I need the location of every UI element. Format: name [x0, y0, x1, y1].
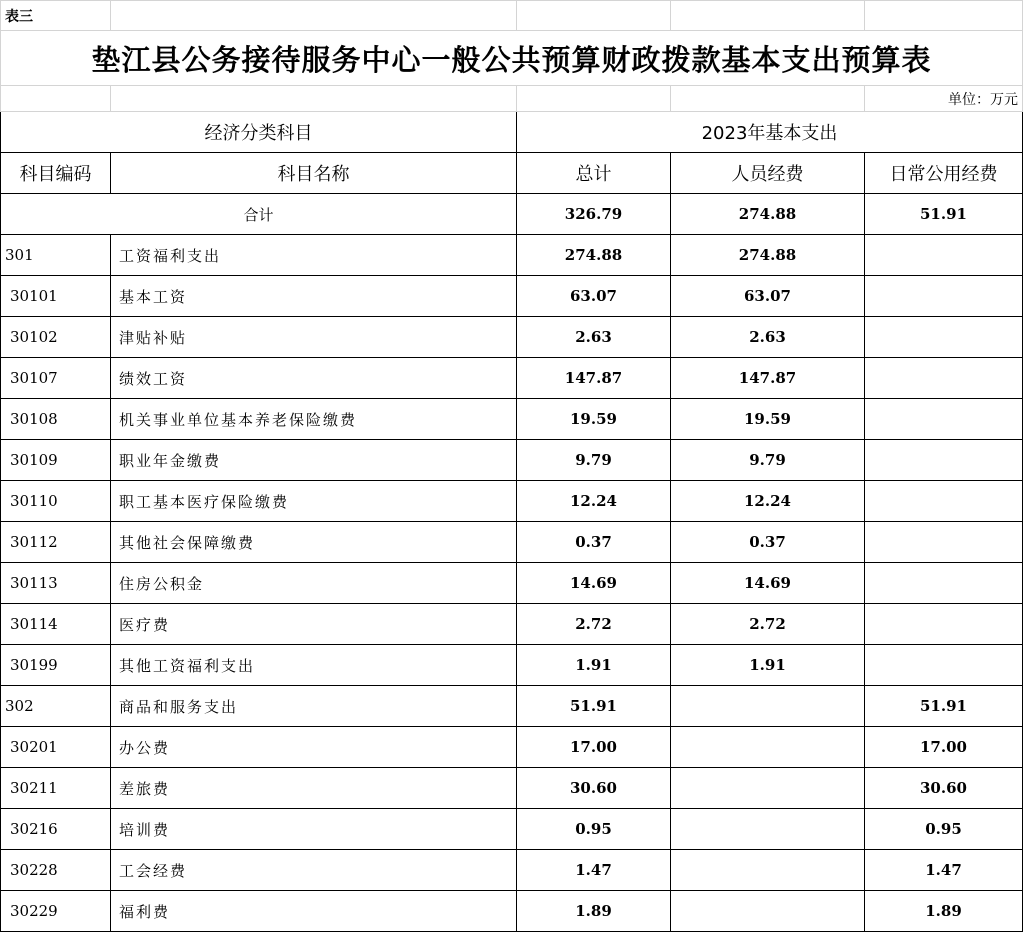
row-total: 19.59 — [517, 399, 671, 440]
row-name: 机关事业单位基本养老保险缴费 — [111, 399, 517, 440]
table-row — [1, 727, 1023, 768]
row-name: 医疗费 — [111, 604, 517, 645]
row-personnel: 9.79 — [671, 440, 865, 481]
row-name: 职工基本医疗保险缴费 — [111, 481, 517, 522]
row-personnel: 274.88 — [671, 235, 865, 276]
row-name: 其他工资福利支出 — [111, 645, 517, 686]
row-code: 30112 — [1, 522, 111, 563]
row-name: 办公费 — [111, 727, 517, 768]
row-personnel: 147.87 — [671, 358, 865, 399]
row-name: 培训费 — [111, 809, 517, 850]
table-row — [1, 850, 1023, 891]
row-public — [865, 276, 1023, 317]
table-row — [1, 686, 1023, 727]
row-total: 30.60 — [517, 768, 671, 809]
row-personnel: 2.63 — [671, 317, 865, 358]
row-public — [865, 481, 1023, 522]
row-public — [865, 645, 1023, 686]
row-total: 2.63 — [517, 317, 671, 358]
row-public — [865, 235, 1023, 276]
row-total: 0.37 — [517, 522, 671, 563]
header-econ-class: 经济分类科目 — [1, 112, 517, 153]
header-year-basic: 2023年基本支出 — [517, 112, 1023, 153]
summary-row — [1, 194, 1023, 235]
row-code: 30216 — [1, 809, 111, 850]
header-name: 科目名称 — [111, 153, 517, 194]
row-code: 30108 — [1, 399, 111, 440]
row-public — [865, 440, 1023, 481]
row-code: 30211 — [1, 768, 111, 809]
row-total: 2.72 — [517, 604, 671, 645]
row-name: 工资福利支出 — [111, 235, 517, 276]
table-row — [1, 235, 1023, 276]
table-row — [1, 440, 1023, 481]
row-public: 51.91 — [865, 686, 1023, 727]
row-public — [865, 317, 1023, 358]
table-row — [1, 768, 1023, 809]
row-name: 绩效工资 — [111, 358, 517, 399]
summary-public: 51.91 — [865, 194, 1023, 235]
row-total: 17.00 — [517, 727, 671, 768]
summary-personnel: 274.88 — [671, 194, 865, 235]
row-code: 30110 — [1, 481, 111, 522]
table-row — [1, 522, 1023, 563]
row-code: 30102 — [1, 317, 111, 358]
row-public: 1.47 — [865, 850, 1023, 891]
row-personnel: 0.37 — [671, 522, 865, 563]
table-row — [1, 481, 1023, 522]
page-title: 垫江县公务接待服务中心一般公共预算财政拨款基本支出预算表 — [1, 31, 1023, 86]
row-name: 其他社会保障缴费 — [111, 522, 517, 563]
row-name: 工会经费 — [111, 850, 517, 891]
row-code: 30113 — [1, 563, 111, 604]
row-code: 30228 — [1, 850, 111, 891]
row-total: 63.07 — [517, 276, 671, 317]
row-code: 301 — [1, 235, 111, 276]
row-public — [865, 563, 1023, 604]
row-personnel — [671, 809, 865, 850]
row-total: 274.88 — [517, 235, 671, 276]
table-row — [1, 276, 1023, 317]
row-public: 1.89 — [865, 891, 1023, 932]
row-name: 职业年金缴费 — [111, 440, 517, 481]
row-personnel — [671, 768, 865, 809]
header-total: 总计 — [517, 153, 671, 194]
summary-label: 合计 — [1, 194, 517, 235]
row-total: 147.87 — [517, 358, 671, 399]
header-public: 日常公用经费 — [865, 153, 1023, 194]
row-public — [865, 604, 1023, 645]
row-total: 51.91 — [517, 686, 671, 727]
row-total: 1.89 — [517, 891, 671, 932]
row-code: 30114 — [1, 604, 111, 645]
row-code: 30201 — [1, 727, 111, 768]
table-number-note: 表三 — [1, 1, 111, 31]
table-row — [1, 399, 1023, 440]
row-public — [865, 399, 1023, 440]
row-total: 0.95 — [517, 809, 671, 850]
row-public: 0.95 — [865, 809, 1023, 850]
row-code: 30229 — [1, 891, 111, 932]
row-public — [865, 522, 1023, 563]
table-row — [1, 604, 1023, 645]
row-personnel: 14.69 — [671, 563, 865, 604]
row-total: 1.47 — [517, 850, 671, 891]
row-personnel — [671, 850, 865, 891]
row-name: 津贴补贴 — [111, 317, 517, 358]
row-personnel: 2.72 — [671, 604, 865, 645]
header-code: 科目编码 — [1, 153, 111, 194]
row-code: 30199 — [1, 645, 111, 686]
row-code: 302 — [1, 686, 111, 727]
summary-total: 326.79 — [517, 194, 671, 235]
row-personnel: 1.91 — [671, 645, 865, 686]
row-personnel: 12.24 — [671, 481, 865, 522]
row-name: 商品和服务支出 — [111, 686, 517, 727]
row-name: 差旅费 — [111, 768, 517, 809]
row-personnel: 63.07 — [671, 276, 865, 317]
row-total: 1.91 — [517, 645, 671, 686]
row-personnel — [671, 686, 865, 727]
table-row — [1, 645, 1023, 686]
row-personnel: 19.59 — [671, 399, 865, 440]
row-public — [865, 358, 1023, 399]
row-personnel — [671, 727, 865, 768]
row-public: 17.00 — [865, 727, 1023, 768]
row-code: 30101 — [1, 276, 111, 317]
table-row — [1, 317, 1023, 358]
table-row — [1, 563, 1023, 604]
table-row — [1, 809, 1023, 850]
row-total: 9.79 — [517, 440, 671, 481]
table-row — [1, 891, 1023, 932]
unit-label: 单位：万元 — [865, 86, 1023, 112]
table-row — [1, 358, 1023, 399]
row-public: 30.60 — [865, 768, 1023, 809]
row-name: 住房公积金 — [111, 563, 517, 604]
header-personnel: 人员经费 — [671, 153, 865, 194]
row-name: 福利费 — [111, 891, 517, 932]
row-name: 基本工资 — [111, 276, 517, 317]
row-code: 30109 — [1, 440, 111, 481]
row-total: 12.24 — [517, 481, 671, 522]
row-code: 30107 — [1, 358, 111, 399]
row-total: 14.69 — [517, 563, 671, 604]
row-personnel — [671, 891, 865, 932]
